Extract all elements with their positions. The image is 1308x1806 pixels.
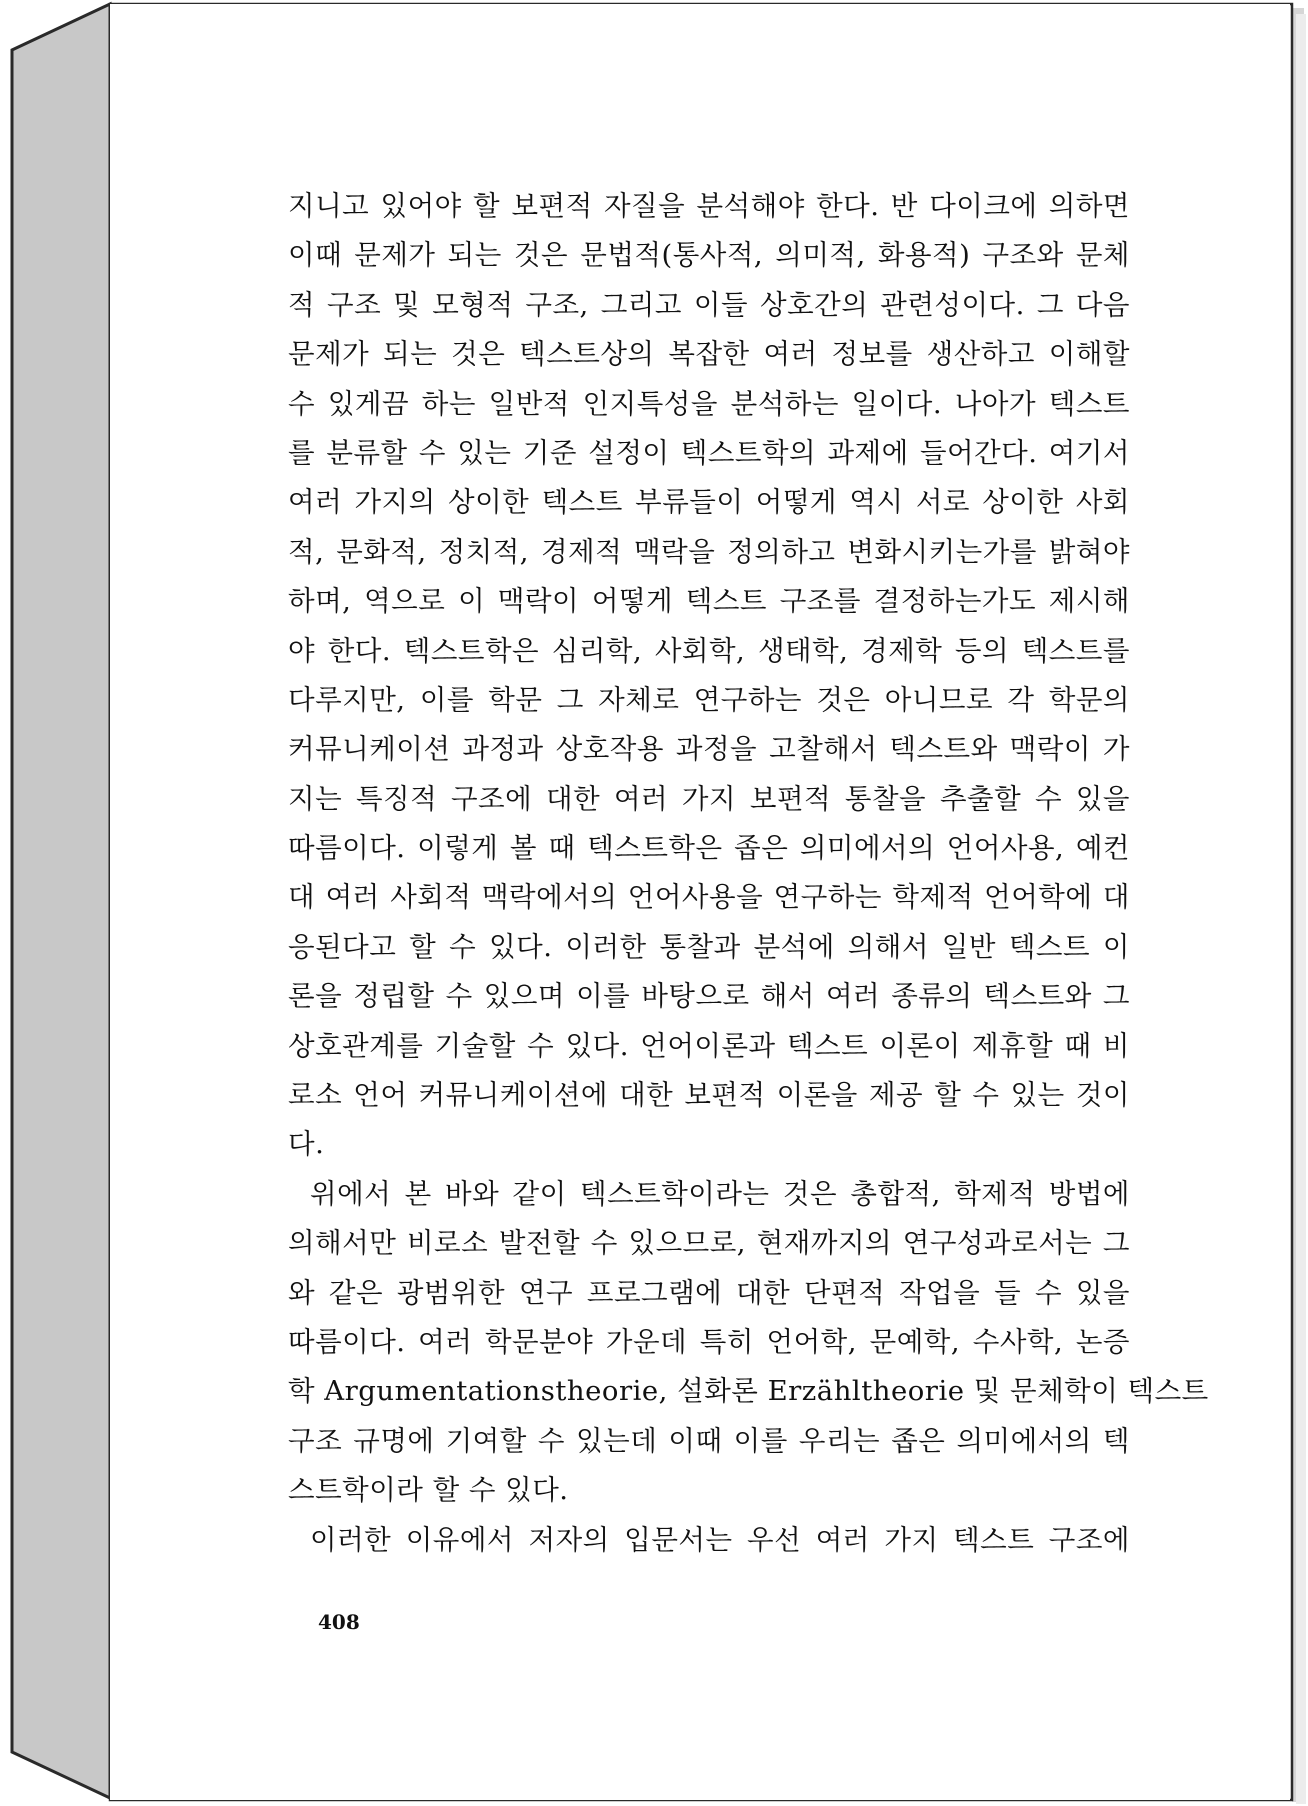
text-line: 야 한다. 텍스트학은 심리학, 사회학, 생태학, 경제학 등의 텍스트를	[288, 634, 1130, 667]
body-text	[288, 182, 1209, 1565]
text-line: 위에서 본 바와 같이 텍스트학이라는 것은 총합적, 학제적 방법에	[310, 1177, 1130, 1210]
text-line: 학 Argumentationstheorie, 설화론 Erzähltheorie 및 문체학이 텍스트	[288, 1375, 1209, 1408]
text-line: 따름이다. 여러 학문분야 가운데 특히 언어학, 문예학, 수사학, 논증	[288, 1325, 1130, 1358]
text-line: 여러 가지의 상이한 텍스트 부류들이 어떻게 역시 서로 상이한 사회	[288, 486, 1130, 519]
paragraph-1	[288, 182, 1130, 1170]
text-line: 로소 언어 커뮤니케이션에 대한 보편적 이론을 제공 할 수 있는 것이	[288, 1079, 1130, 1112]
text-line: 문제가 되는 것은 텍스트상의 복잡한 여러 정보를 생산하고 이해할	[288, 338, 1130, 371]
text-line: 다.	[288, 1128, 325, 1161]
book-spine	[12, 4, 110, 1798]
text-line: 의해서만 비로소 발전할 수 있으므로, 현재까지의 연구성과로서는 그	[288, 1227, 1130, 1260]
text-line: 따름이다. 이렇게 볼 때 텍스트학은 좁은 의미에서의 언어사용, 예컨	[288, 832, 1130, 865]
book-page	[110, 4, 1290, 1800]
text-line: 하며, 역으로 이 맥락이 어떻게 텍스트 구조를 결정하는가도 제시해	[288, 585, 1130, 618]
text-line: 이러한 이유에서 저자의 입문서는 우선 여러 가지 텍스트 구조에	[310, 1523, 1130, 1556]
text-line: 를 분류할 수 있는 기준 설정이 텍스트학의 과제에 들어간다. 여기서	[288, 436, 1130, 469]
text-line: 스트학이라 할 수 있다.	[288, 1474, 569, 1507]
paragraph-2	[288, 1170, 1209, 1516]
text-line: 수 있게끔 하는 일반적 인지특성을 분석하는 일이다. 나아가 텍스트	[288, 387, 1130, 420]
text-line: 대 여러 사회적 맥락에서의 언어사용을 연구하는 학제적 언어학에 대	[288, 881, 1130, 914]
text-line: 구조 규명에 기여할 수 있는데 이때 이를 우리는 좁은 의미에서의 텍	[288, 1424, 1130, 1457]
page-number: 408	[318, 1610, 360, 1634]
text-line: 지니고 있어야 할 보편적 자질을 분석해야 한다. 반 다이크에 의하면	[288, 190, 1130, 222]
text-line: 응된다고 할 수 있다. 이러한 통찰과 분석에 의해서 일반 텍스트 이	[288, 930, 1130, 963]
text-line: 상호관계를 기술할 수 있다. 언어이론과 텍스트 이론이 제휴할 때 비	[288, 1029, 1130, 1062]
text-line: 적 구조 및 모형적 구조, 그리고 이들 상호간의 관련성이다. 그 다음	[288, 288, 1130, 321]
text-line: 다루지만, 이를 학문 그 자체로 연구하는 것은 아니므로 각 학문의	[288, 683, 1130, 716]
text-line: 와 같은 광범위한 연구 프로그램에 대한 단편적 작업을 들 수 있을	[288, 1276, 1130, 1309]
text-line: 론을 정립할 수 있으며 이를 바탕으로 해서 여러 종류의 텍스트와 그	[288, 980, 1130, 1013]
text-line: 이때 문제가 되는 것은 문법적(통사적, 의미적, 화용적) 구조와 문체	[288, 239, 1130, 272]
paragraph-3	[288, 1516, 1130, 1565]
text-line: 적, 문화적, 정치적, 경제적 맥락을 정의하고 변화시키는가를 밝혀야	[288, 535, 1130, 568]
text-line: 지는 특징적 구조에 대한 여러 가지 보편적 통찰을 추출할 수 있을	[288, 782, 1130, 815]
text-line: 커뮤니케이션 과정과 상호작용 과정을 고찰해서 텍스트와 맥락이 가	[288, 733, 1130, 766]
